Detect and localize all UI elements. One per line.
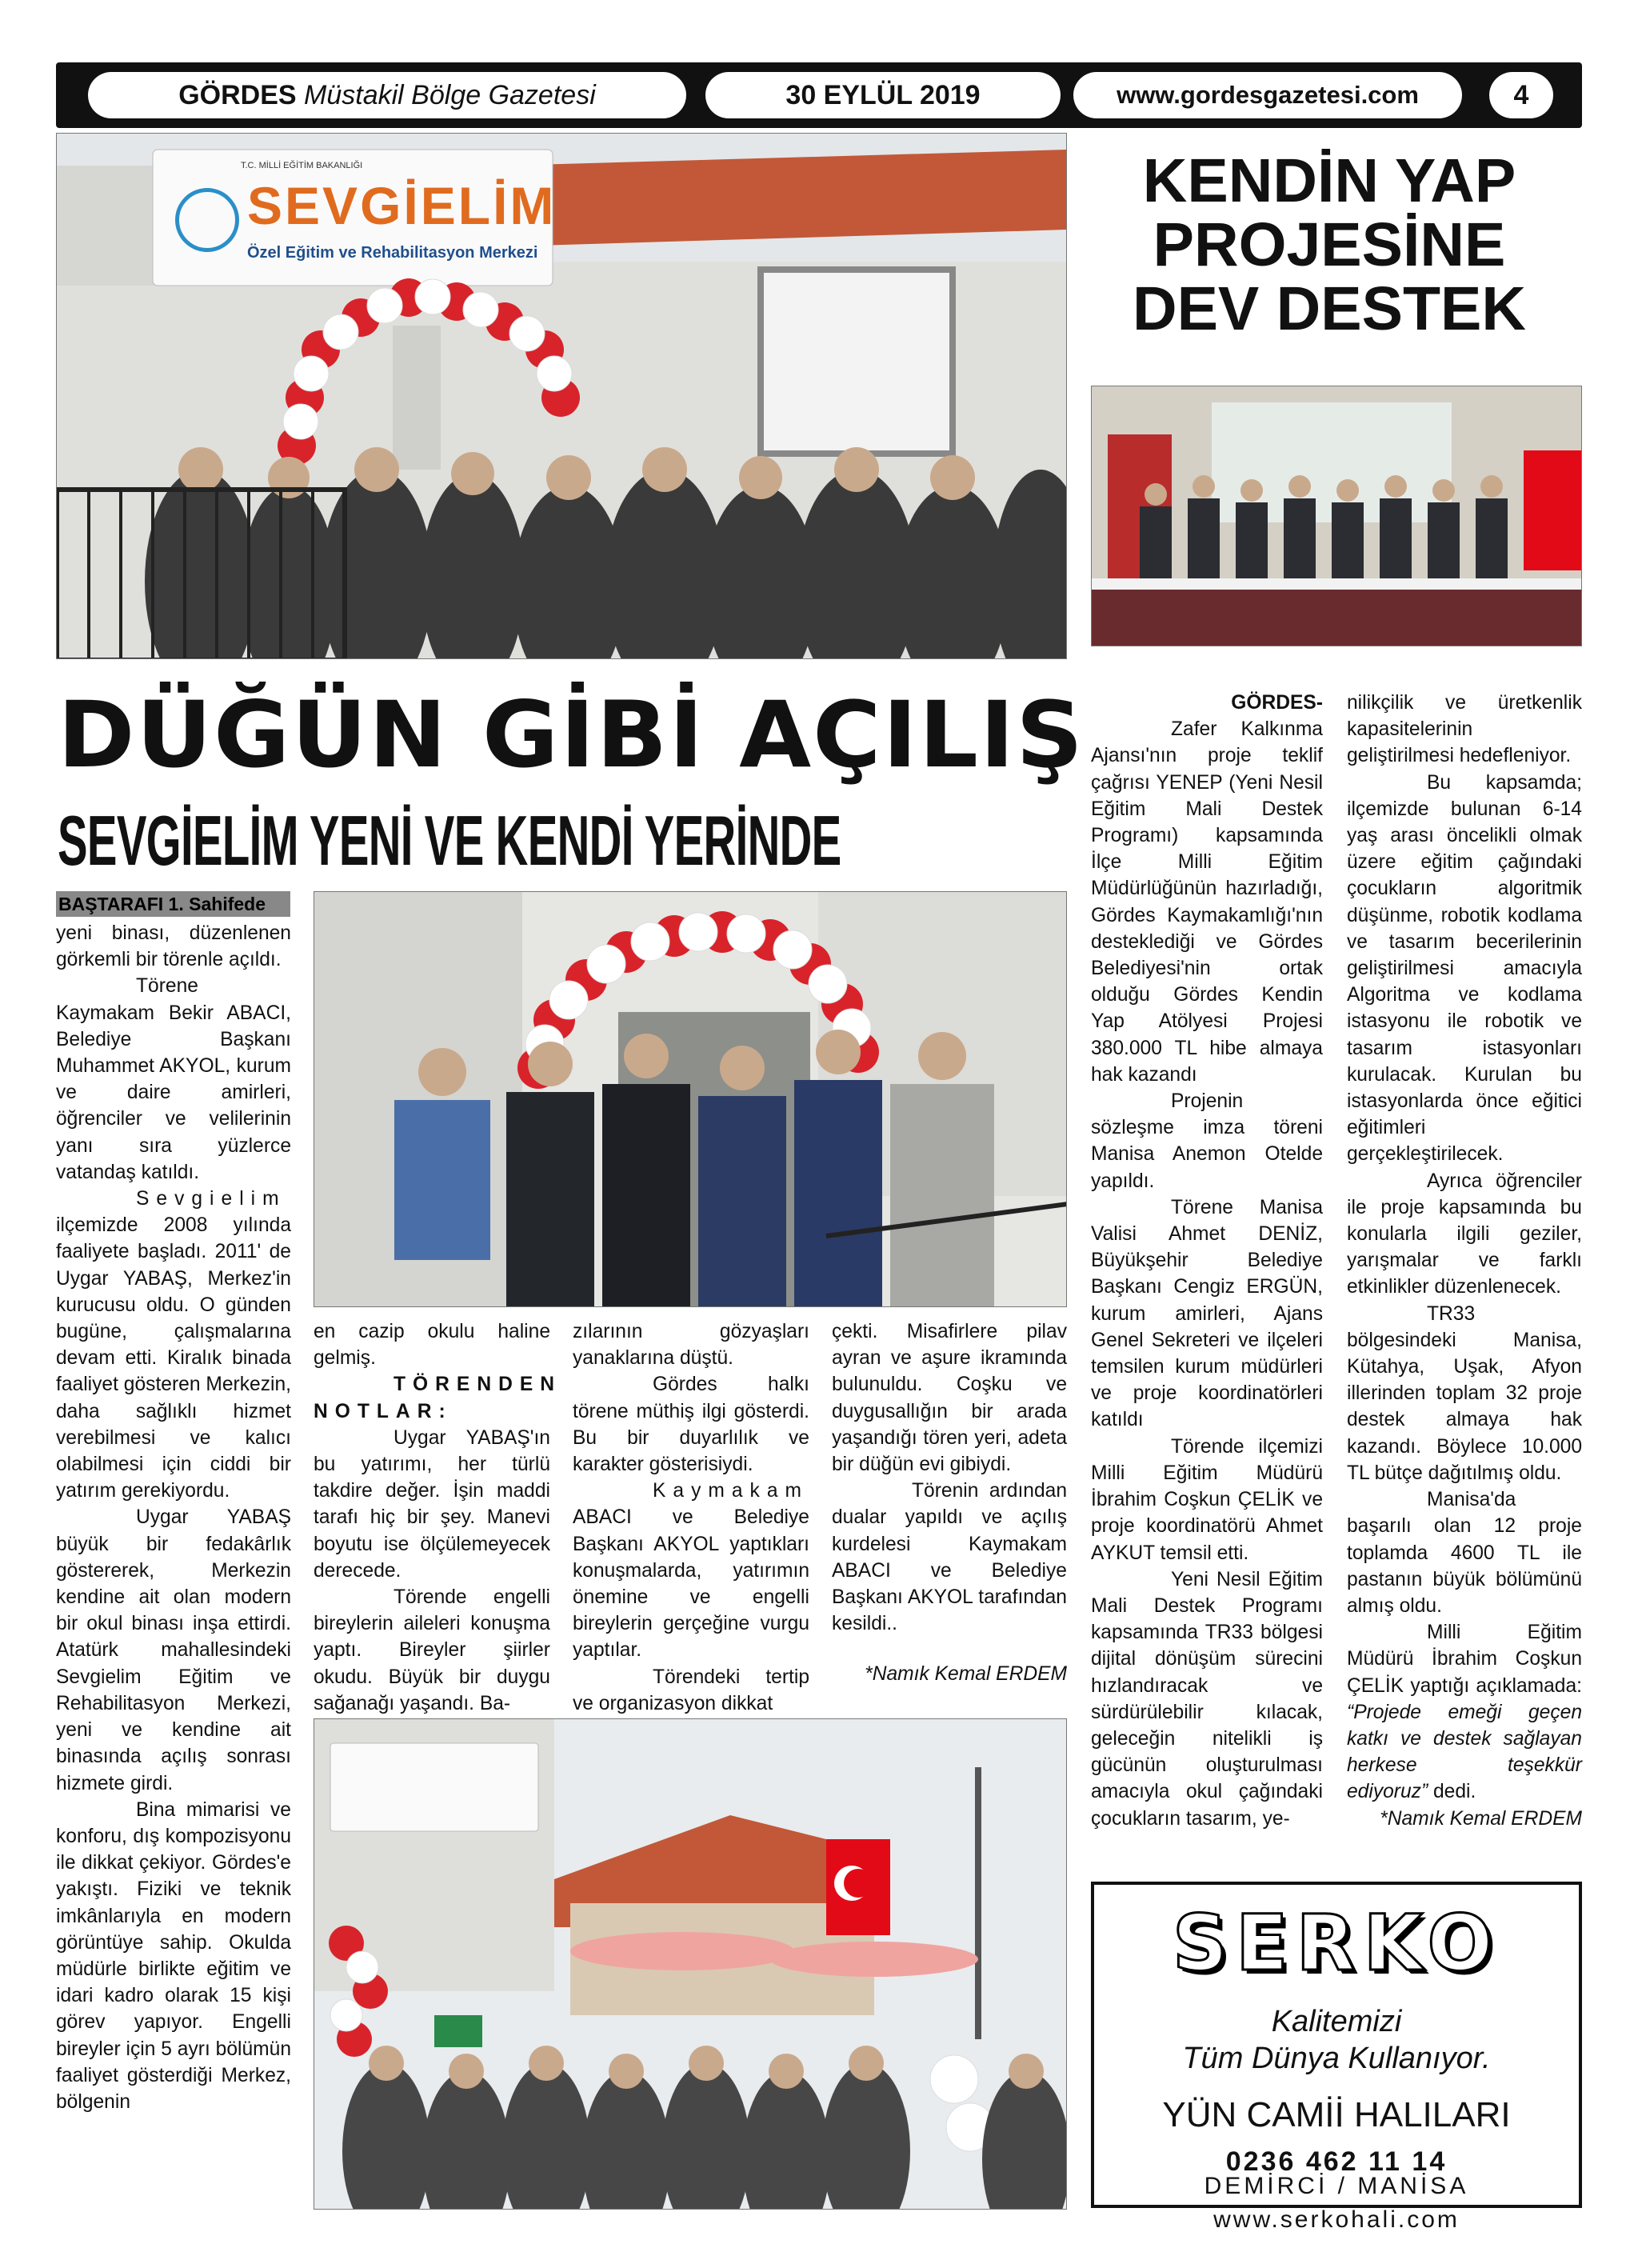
- website-link[interactable]: www.gordesgazetesi.com: [1073, 72, 1462, 118]
- side-headline-line: KENDİN YAP: [1142, 146, 1516, 215]
- quote-text: “Projede emeği geçen katkı ve destek sağlayan herkese teşekkür ediyoruz”: [1347, 1701, 1582, 1803]
- main-article-col1: [56, 920, 291, 2115]
- paragraph: TR33 bölgesindeki Manisa, Kütahya, Uşak, Afyon illerinden toplam 32 proje destek almaya hak kazandı. Böylece 10.000 TL bütçe dağıtılmış oldu.: [1347, 1302, 1582, 1484]
- main-article-col4: [832, 1318, 1067, 1688]
- ad-location: DEMİRCİ / MANİSA: [1204, 2173, 1469, 2199]
- author-credit: *Namık Kemal ERDEM: [1380, 1807, 1582, 1830]
- paragraph: Törene Manisa Valisi Ahmet DENİZ, Büyükşehir Belediye Başkanı Cengiz ERGÜN, kurum amirleri, Ajans Genel Sekreteri ve ilçeleri temsilen kurum müdürleri ve proje koordinatörleri katıldı: [1091, 1196, 1323, 1431]
- paragraph: Ayrıca öğrenciler ile proje kapsamında bu konularla ilgili geziler, yarışmalar ve farklı etkinlikler düzenlenecek.: [1347, 1170, 1582, 1298]
- paragraph: Bu kapsamda; ilçemizde bulunan 6-14 yaş arası öncelikli olmak üzere eğitim çağındaki çocukların algoritmik düşünme, robotik kodlama ve tasarım becerilerinin geliştirilmesi amacıyla Algoritma ve kodlama istasyonu ile robotik ve tasarım istasyonları kurulacak. Kurulan bu istasyonlarda önce eğitici eğitimleri gerçekleştirilecek.: [1347, 771, 1582, 1166]
- crowd-photo: [314, 1718, 1067, 2210]
- crowd-illustration: [314, 1719, 1067, 2210]
- signing-ceremony-photo: [1091, 386, 1582, 646]
- quote-tail: dedi.: [1433, 1781, 1476, 1803]
- paragraph: Yeni Nesil Eğitim Mali Destek Programı kapsamında TR33 bölgesi dijital dönüşüm sürecini hızlandıracak ve sürdürülebilir kılacak, geleceğin nitelikli iş gücünün oluşturulması amacıyla okul çağındaki çocukların tasarım, ye-: [1091, 1568, 1323, 1830]
- side-article-col1: [1091, 690, 1323, 1832]
- ad-slogan-2: Tüm Dünya Kullanıyor.: [1182, 2042, 1491, 2075]
- serko-advertisement: [1091, 1882, 1582, 2208]
- side-headline: [1081, 146, 1577, 343]
- page-number: 4: [1489, 72, 1553, 118]
- issue-date: 30 EYLÜL 2019: [705, 72, 1061, 118]
- paragraph: Törenin ardından dualar yapıldı ve açılış kurdelesi Kaymakam ABACI ve Belediye Başkanı AKYOL tarafından kesildi..: [832, 1480, 1067, 1635]
- paragraph: Projenin sözleşme imza töreni Manisa Anemon Otelde yapıldı.: [1091, 1090, 1323, 1192]
- paragraph: Törene Kaymakam Bekir ABACI, Belediye Başkanı Muhammet AKYOL, kurum ve daire amirleri, öğrenciler ve velilerinin yanı sıra yüzlerce vatandaş katıldı.: [56, 975, 291, 1183]
- officials-photo: [314, 891, 1067, 1307]
- school-sign-subtitle: Özel Eğitim ve Rehabilitasyon Merkezi: [247, 244, 538, 262]
- school-opening-photo: [56, 133, 1067, 659]
- continued-label: BAŞTARAFI 1. Sahifede: [56, 891, 290, 917]
- main-article-col2: [314, 1318, 562, 1717]
- paragraph: ilçemizde 2008 yılında faaliyete başladı. 2011' de Uygar YABAŞ, Merkez'in kurucusu oldu. O günden bugüne, çalışmalarına devam etti. Kiralık binada faaliyet gösteren Merkezin, daha sağlıklı hizmet verebilmesi ve kalıcı olabilmesi için ciddi bir yatırım gerekiyordu.: [56, 1214, 291, 1502]
- paragraph: Kaymakam: [653, 1480, 809, 1502]
- section-heading: TÖRENDEN NOTLAR:: [314, 1374, 562, 1422]
- paragraph: Törende engelli bireylerin aileleri konuşma yaptı. Bireyler şiirler okudu. Büyük bir duygu sağanağı yaşandı. Ba-: [314, 1586, 550, 1714]
- ad-brand: SERKO: [1172, 1898, 1501, 1988]
- school-logo-icon: [175, 188, 239, 252]
- paper-name: GÖRDES Müstakil Bölge Gazetesi: [88, 72, 686, 118]
- paragraph: nilikçilik ve üretkenlik kapasitelerinin geliştirilmesi hedefleniyor.: [1347, 692, 1582, 767]
- main-subheadline: SEVGİELİM YENİ VE KENDİ YERİNDE: [58, 801, 841, 880]
- paragraph: Bina mimarisi ve konforu, dış kompozisyonu ile dikkat çekiyor. Gördes'e yakıştı. Fiziki ve teknik imkânlarıyla en modern görüntüye sahip. Okulda müdürle birlikte eğitim ve idari kadro olarak 15 kişi görev yapıyor. Engelli bireyler için 5 ayrı bölümün faaliyet gösterdiği Merkez, bölgenin: [56, 1798, 291, 2113]
- paragraph: Törendeki tertip ve organizasyon dikkat: [573, 1666, 809, 1714]
- signing-ceremony-illustration: [1092, 386, 1582, 646]
- dateline: GÖRDES-: [1231, 692, 1323, 714]
- school-sign-ministry: T.C. MİLLİ EĞİTİM BAKANLIĞI: [241, 161, 363, 170]
- quote-paragraph: [1347, 1619, 1582, 1805]
- side-headline-line: PROJESİNE: [1153, 210, 1506, 279]
- author-credit: *Namık Kemal ERDEM: [865, 1663, 1067, 1686]
- side-article-col2: [1347, 690, 1582, 1832]
- paragraph: Uygar YABAŞ'ın bu yatırımı, her türlü takdire değer. İşin maddi tarafı hiç bir şey. Manevi boyutu ise ölçülemeyecek derecede.: [314, 1426, 550, 1582]
- school-sign: [161, 156, 557, 276]
- school-sign-name: SEVGİELİM: [247, 176, 557, 235]
- paragraph: Zafer Kalkınma Ajansı'nın proje teklif çağrısı YENEP (Yeni Nesil Eğitim Mali Destek Programı) kapsamında İlçe Milli Eğitim Müdürlüğünün hazırladığı, Gördes Kaymakamlığı'nın desteklediği ve Gördes Belediyesi'nin ortak olduğu Gördes Kendin Yap Atölyesi Projesi 380.000 TL hibe almaya hak kazandı: [1091, 718, 1323, 1086]
- main-headline: DÜĞÜN GİBİ AÇILIŞ: [58, 682, 1085, 788]
- paragraph: Uygar YABAŞ büyük bir fedakârlık göstererek, Merkezin kendine ait olan modern bir okul binası inşa ettirdi. Atatürk mahallesindeki Sevgielim Eğitim ve Rehabilitasyon Merkezi, yeni ve kendine ait binasında açılış sonrası hizmete girdi.: [56, 1506, 291, 1794]
- paragraph: Törende ilçemizi Milli Eğitim Müdürü İbrahim Coşkun ÇELİK ve proje koordinatörü Ahmet AYKUT temsil etti.: [1091, 1435, 1323, 1564]
- paragraph: Gördes halkı törene müthiş ilgi gösterdi. Bu bir duyarlılık ve karakter gösterisiydi.: [573, 1374, 809, 1476]
- paragraph: zılarının gözyaşları yanaklarına düştü.: [573, 1321, 809, 1370]
- ad-slogan-1: Kalitemizi: [1271, 2005, 1402, 2038]
- paragraph: en cazip okulu haline gelmiş.: [314, 1321, 550, 1370]
- ad-website[interactable]: www.serkohali.com: [1213, 2206, 1460, 2233]
- ad-product: YÜN CAMİİ HALILARI: [1162, 2095, 1511, 2134]
- paragraph: ABACI ve Belediye Başkanı AKYOL yaptıkları konuşmalarda, yatırımın önemine ve engelli bireylerin gerçeğine vurgu yaptılar.: [573, 1506, 809, 1662]
- officials-illustration: [314, 892, 1067, 1307]
- quote-lead: Milli Eğitim Müdürü İbrahim Coşkun ÇELİK yaptığı açıklamada:: [1347, 1622, 1582, 1697]
- paragraph: Manisa'da başarılı olan 12 proje toplamda 4600 TL ile pastanın büyük bölümünü almış oldu.: [1347, 1489, 1582, 1617]
- ad-phone[interactable]: 0236 462 11 14: [1225, 2146, 1448, 2177]
- paragraph: yeni binası, düzenlenen görkemli bir törenle açıldı.: [56, 922, 291, 971]
- side-headline-line: DEV DESTEK: [1132, 274, 1527, 343]
- paragraph: Sevgielim: [136, 1188, 286, 1210]
- paragraph: çekti. Misafirlere pilav ayran ve aşure ikramında bulunuldu. Coşku ve duygusallığın bir arada yaşandığı tören yeri, adeta bir düğün evi gibiydi.: [832, 1321, 1067, 1476]
- main-article-col3: [573, 1318, 809, 1717]
